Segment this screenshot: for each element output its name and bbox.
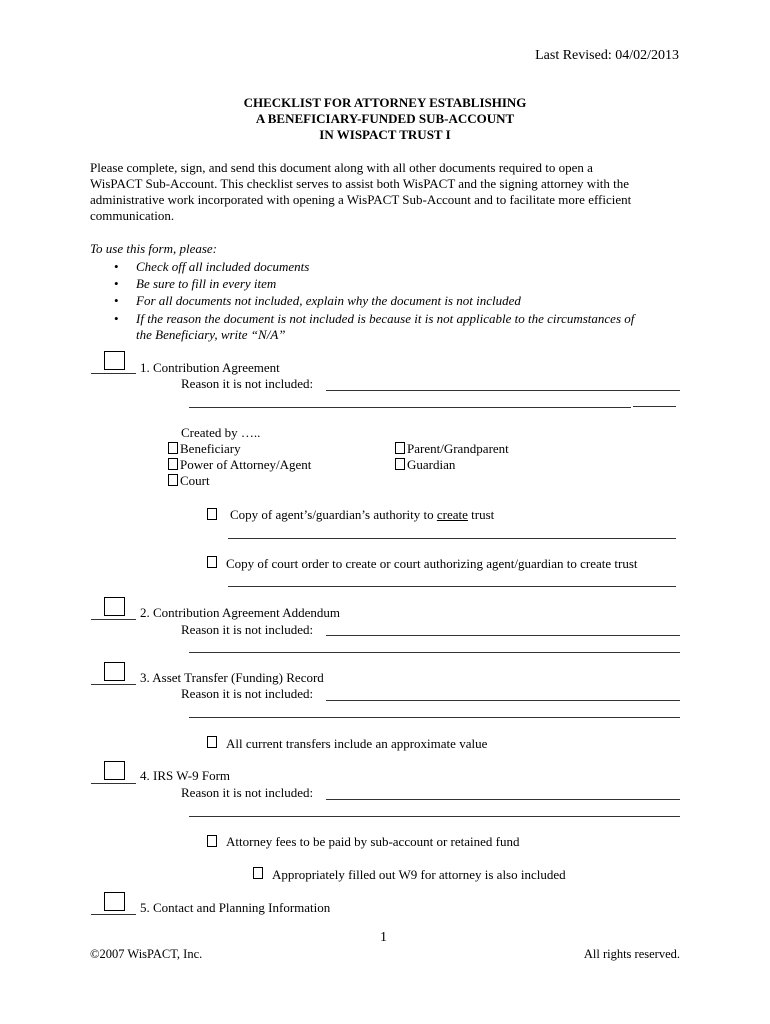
item-3-underline [91, 684, 136, 685]
item-2-underline [91, 619, 136, 620]
beneficiary-checkbox[interactable] [168, 442, 178, 454]
bullet-dot: • [114, 293, 119, 308]
item-4-underline [91, 783, 136, 784]
court-order-field[interactable] [228, 586, 676, 587]
power-of-attorney-option: Power of Attorney/Agent [180, 457, 312, 472]
item-2-reason-field[interactable] [326, 635, 680, 636]
agent-authority-field[interactable] [228, 538, 676, 539]
agent-authority-label: Copy of agent’s/guardian’s authority to create trust [230, 507, 495, 522]
title-line-1: CHECKLIST FOR ATTORNEY ESTABLISHING [243, 95, 527, 110]
item-1-reason-field-3[interactable] [633, 406, 676, 407]
item-5-label: 5. Contact and Planning Information [140, 900, 331, 915]
court-order-label: Copy of court order to create or court authorizing agent/guardian to create trust [226, 556, 638, 571]
last-revised-date: Last Revised: 04/02/2013 [535, 48, 679, 63]
item-2-reason-field-2[interactable] [189, 652, 680, 653]
item-2-checkbox[interactable] [104, 597, 125, 616]
beneficiary-option: Beneficiary [180, 441, 241, 456]
item-3-reason-field-2[interactable] [189, 717, 680, 718]
item-3-reason-field[interactable] [326, 700, 680, 701]
court-option: Court [180, 473, 210, 488]
item-4-label: 4. IRS W-9 Form [140, 768, 231, 783]
item-1-underline [91, 373, 136, 374]
item-1-label: 1. Contribution Agreement [140, 360, 280, 375]
bullet-dot: • [114, 259, 119, 274]
item-2-reason-label: Reason it is not included: [181, 622, 314, 637]
item-4-reason-field-2[interactable] [189, 816, 680, 817]
bullet-dot: • [114, 311, 119, 326]
intro-line-3: administrative work incorporated with opening a WisPACT Sub-Account and to facilitate more efficient [90, 192, 632, 207]
court-checkbox[interactable] [168, 474, 178, 486]
guardian-option: Guardian [407, 457, 456, 472]
instructions-heading: To use this form, please: [90, 241, 217, 256]
item-1-reason-field[interactable] [326, 390, 680, 391]
item-4-checkbox[interactable] [104, 761, 125, 780]
attorney-fees-checkbox[interactable] [207, 835, 217, 847]
page-number: 1 [380, 930, 387, 945]
instruction-bullet-4-cont: the Beneficiary, write “N/A” [136, 327, 286, 342]
transfer-value-label: All current transfers include an approximate value [226, 736, 488, 751]
w9-attorney-checkbox[interactable] [253, 867, 263, 879]
instruction-bullet-2: Be sure to fill in every item [136, 276, 277, 291]
item-5-underline [91, 914, 136, 915]
parent-grandparent-checkbox[interactable] [395, 442, 405, 454]
item-3-checkbox[interactable] [104, 662, 125, 681]
item-3-label: 3. Asset Transfer (Funding) Record [140, 670, 324, 685]
power-of-attorney-checkbox[interactable] [168, 458, 178, 470]
item-1-checkbox[interactable] [104, 351, 125, 370]
instruction-bullet-3: For all documents not included, explain why the document is not included [136, 293, 521, 308]
item-4-reason-label: Reason it is not included: [181, 785, 314, 800]
item-1-reason-field-2[interactable] [189, 407, 631, 408]
instruction-bullet-4: If the reason the document is not included is because it is not applicable to the circumstances of [136, 311, 635, 326]
title-line-3: IN WISPACT TRUST I [319, 127, 451, 142]
intro-line-2: WisPACT Sub-Account. This checklist serves to assist both WisPACT and the signing attorney with the [90, 176, 630, 191]
agent-authority-checkbox[interactable] [207, 508, 217, 520]
rights-reserved: All rights reserved. [583, 947, 680, 961]
created-by-label: Created by ….. [181, 425, 261, 440]
title-line-2: A BENEFICIARY-FUNDED SUB-ACCOUNT [255, 111, 515, 126]
item-4-reason-field[interactable] [326, 799, 680, 800]
court-order-checkbox[interactable] [207, 556, 217, 568]
item-5-checkbox[interactable] [104, 892, 125, 911]
copyright: ©2007 WisPACT, Inc. [90, 947, 203, 961]
item-2-label: 2. Contribution Agreement Addendum [140, 605, 341, 620]
instruction-bullet-1: Check off all included documents [136, 259, 310, 274]
intro-line-4: communication. [90, 208, 175, 223]
bullet-dot: • [114, 276, 119, 291]
intro-line-1: Please complete, sign, and send this document along with all other documents required to open a [90, 160, 593, 175]
parent-grandparent-option: Parent/Grandparent [407, 441, 509, 456]
guardian-checkbox[interactable] [395, 458, 405, 470]
transfer-value-checkbox[interactable] [207, 736, 217, 748]
attorney-fees-label: Attorney fees to be paid by sub-account or retained fund [226, 834, 520, 849]
item-1-reason-label: Reason it is not included: [181, 376, 314, 391]
w9-attorney-label: Appropriately filled out W9 for attorney is also included [272, 867, 566, 882]
item-3-reason-label: Reason it is not included: [181, 686, 314, 701]
